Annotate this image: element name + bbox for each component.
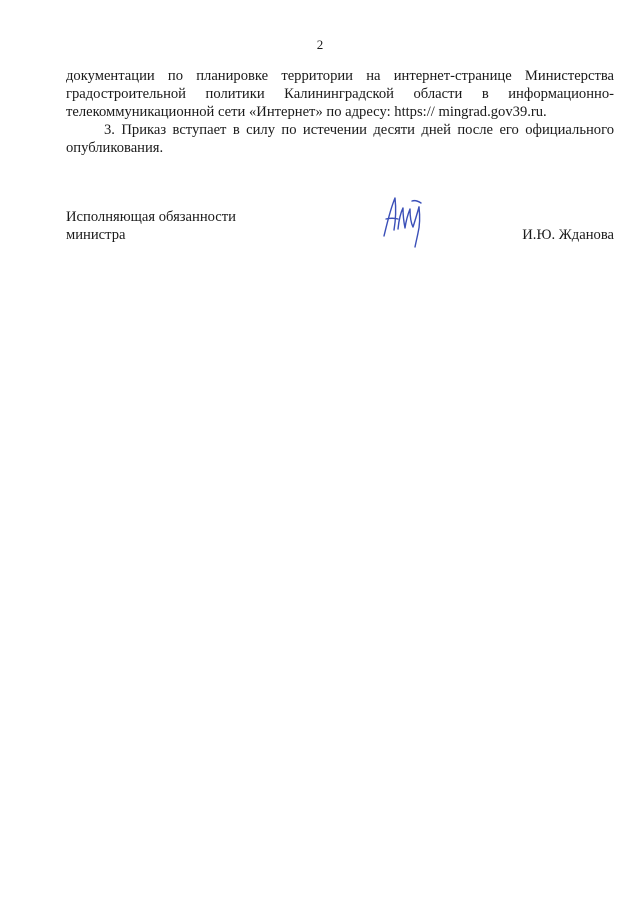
signature-block — [66, 208, 614, 256]
signer-position-line-2: министра — [66, 227, 126, 243]
signer-name: И.Ю. Жданова — [522, 227, 614, 243]
signer-position-line-1: Исполняющая обязанности — [66, 209, 236, 225]
signer-position — [66, 208, 236, 244]
paragraph-continuation: документации по планировке территории на интернет-странице Министерства градостроительной политики Калининградской области в информационно-телекоммуникационной сети «Интернет» по адресу: https:// mingrad.gov39.ru. — [66, 68, 614, 120]
page-number: 2 — [316, 37, 324, 52]
document-body — [66, 67, 614, 157]
signature-icon — [378, 192, 428, 250]
paragraph-item-3: 3. Приказ вступает в силу по истечении десяти дней после его официального опубликования. — [66, 122, 614, 156]
